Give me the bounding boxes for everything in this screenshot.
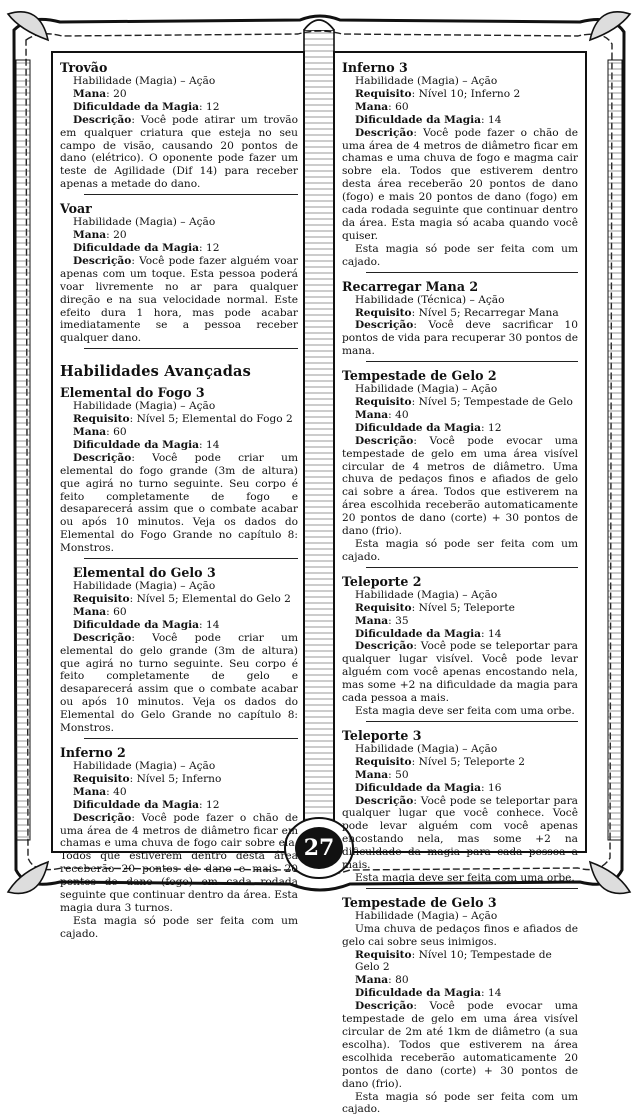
- spell-type: Habilidade (Magia) – Ação: [355, 75, 498, 87]
- divider: [84, 348, 298, 349]
- spell-elemental-gelo: [60, 565, 298, 735]
- spell-mana: Mana: 20: [73, 87, 127, 100]
- spell-description: Descrição: Você pode fazer o chão de uma área de 4 metros de diâmetro ficar em chamas e uma chuva de fogo e magma cair sobre ela. Todos que estiverem dentro desta área receberão 20 pontos de dano (fogo) e mais 20 pontos de dano (fogo) em cada rodada seguinte que continuar dentro da área. Esta magia só acaba quando você quiser.: [342, 126, 578, 242]
- spell-mana: Mana: 50: [355, 768, 409, 781]
- spell-mana: Mana: 20: [73, 229, 127, 242]
- spell-description: Descrição: Você pode criar um elemental do gelo grande (3m de altura) que agirá no turno seguinte. Seu corpo é feito completamente de gelo e desaparecerá assim que o combate acabar ou após 10 minutos. Veja os dados do Elemental do Gelo Grande no capítulo 8: Monstros.: [60, 631, 298, 735]
- spell-difficulty: Dificuldade da Magia: 14: [355, 113, 502, 126]
- spell-mana: Mana: 80: [355, 974, 409, 987]
- spell-requirement: Requisito: Nível 5; Inferno: [73, 772, 222, 785]
- spell-title: Elemental do Gelo 3: [73, 565, 216, 581]
- spell-description: Descrição: Você pode evocar uma tempestade de gelo em uma área visível circular de 2m até 1km de diâmetro (a sua escolha). Todos que estiverem na área escolhida receberão automaticamente 20 pontos de dano (corte) + 30 pontos de dano (frio).: [342, 1000, 578, 1090]
- spell-tempestade-gelo-3: [342, 895, 578, 1116]
- spell-difficulty: Dificuldade da Magia: 14: [73, 618, 220, 631]
- spell-difficulty: Dificuldade da Magia: 14: [355, 627, 502, 640]
- spell-difficulty: Dificuldade da Magia: 12: [73, 100, 220, 113]
- divider: [84, 558, 298, 559]
- spell-type: Habilidade (Magia) – Ação: [73, 75, 216, 87]
- divider: [366, 567, 578, 568]
- spell-description: Descrição: Você pode fazer o chão de uma área de 4 metros de diâmetro ficar em chamas e uma chuva de fogo cair sobre ela. Todos que estiverem dentro desta área receberão 20 pontos de dano e mais 20 pontos de dano (fogo) em cada rodada seguinte que continuar dentro da área. Esta magia dura 3 turnos.: [60, 811, 298, 914]
- spell-requirement: Requisito: Nível 5; Teleporte: [355, 601, 515, 614]
- divider: [84, 194, 298, 195]
- spell-mana: Mana: 60: [355, 100, 409, 113]
- spell-type: Habilidade (Magia) – Ação: [73, 216, 216, 229]
- spell-teleporte-3: [342, 728, 578, 885]
- spell-title: Teleporte 3: [342, 727, 422, 743]
- spell-note: Esta magia só pode ser feita com um cajado.: [342, 242, 578, 268]
- spell-inferno-3: [342, 60, 578, 269]
- spell-requirement: Requisito: Nível 5; Elemental do Gelo 2: [73, 593, 291, 605]
- spell-requirement: Requisito: Nível 5; Recarregar Mana: [355, 306, 559, 319]
- spell-note: Esta magia só pode ser feita com um cajado.: [342, 1090, 578, 1116]
- divider: [84, 738, 298, 739]
- spell-requirement: Requisito: Nível 5; Elemental do Fogo 2: [73, 413, 293, 426]
- spell-requirement: Requisito: Nível 5; Teleporte 2: [355, 755, 525, 768]
- spell-title: Elemental do Fogo 3: [60, 385, 205, 401]
- spell-difficulty: Dificuldade da Magia: 14: [355, 987, 502, 1000]
- spell-description: Descrição: Você pode evocar uma tempestade de gelo em uma área visível circular de 4 metros de diâmetro. Uma chuva de pedaços finos e afiados de gelo cai sobre a área. Todos que estiverem na área escolhida receberão automaticamente 20 pontos de dano (corte) + 30 pontos de dano (frio).: [342, 434, 578, 538]
- divider: [366, 888, 578, 889]
- spell-mana: Mana: 60: [73, 605, 127, 618]
- spell-title: Voar: [60, 201, 92, 217]
- spell-requirement: Requisito: Nível 10; Tempestade de Gelo 2: [355, 948, 552, 974]
- spell-description: Descrição: Você pode se teleportar para qualquer lugar visível. Você pode levar alguém com você apenas encostando nela, mas some +2 na dificuldade da magia para cada pessoa a mais.: [342, 640, 578, 705]
- spell-title: Tempestade de Gelo 3: [342, 894, 497, 910]
- spell-type: Habilidade (Magia) – Ação: [73, 580, 216, 593]
- divider: [366, 272, 578, 273]
- spell-type: Habilidade (Técnica) – Ação: [355, 293, 505, 306]
- spell-title: Recarregar Mana 2: [342, 278, 479, 294]
- spell-title: Inferno 3: [342, 60, 408, 75]
- spell-title: Trovão: [60, 60, 108, 75]
- spell-description: Descrição: Você pode fazer alguém voar apenas com um toque. Esta pessoa poderá voar livremente no ar para qualquer direção e na sua velocidade normal. Este efeito dura 1 hora, mas pode acabar imediatamente se a pessoa receber qualquer dano.: [60, 254, 298, 345]
- spell-intro: Uma chuva de pedaços finos e afiados de gelo cai sobre seus inimigos.: [342, 922, 578, 948]
- spell-trovao: [60, 60, 298, 191]
- divider: [366, 721, 578, 722]
- right-column: [342, 60, 578, 1116]
- spell-mana: Mana: 35: [355, 614, 409, 627]
- spell-difficulty: Dificuldade da Magia: 12: [355, 421, 502, 434]
- spell-requirement: Requisito: Nível 10; Inferno 2: [355, 87, 521, 100]
- spell-type: Habilidade (Magia) – Ação: [355, 588, 498, 601]
- spell-difficulty: Dificuldade da Magia: 16: [355, 781, 502, 794]
- spell-teleporte-2: [342, 574, 578, 718]
- spell-note: Esta magia deve ser feita com uma orbe.: [355, 704, 575, 717]
- spell-tempestade-gelo-2: [342, 368, 578, 564]
- spell-type: Habilidade (Magia) – Ação: [355, 909, 498, 922]
- spell-difficulty: Dificuldade da Magia: 12: [73, 241, 220, 254]
- spell-recarregar-mana-2: [342, 279, 578, 359]
- spell-type: Habilidade (Magia) – Ação: [355, 383, 498, 396]
- spell-note: Esta magia só pode ser feita com um cajado.: [60, 914, 298, 940]
- page-number: 27: [303, 835, 335, 861]
- chapter-heading: Habilidades Avançadas: [60, 363, 252, 381]
- spell-difficulty: Dificuldade da Magia: 14: [73, 438, 220, 451]
- spell-type: Habilidade (Magia) – Ação: [355, 742, 498, 755]
- left-column: [60, 60, 298, 941]
- spell-title: Inferno 2: [60, 744, 126, 760]
- spell-voar: [60, 201, 298, 345]
- spell-description: Descrição: Você pode atirar um trovão em qualquer criatura que esteja no seu campo de visão, causando 20 pontos de dano (elétrico). O oponente pode fazer um teste de Agilidade (Dif 14) para receber apenas a metade do dano.: [60, 113, 298, 191]
- divider: [366, 361, 578, 362]
- spell-note: Esta magia só pode ser feita com um cajado.: [342, 538, 578, 563]
- spell-elemental-fogo: [60, 385, 298, 555]
- spell-inferno-2: [60, 745, 298, 941]
- spell-mana: Mana: 40: [355, 408, 409, 421]
- spell-description: Descrição: Você deve sacrificar 10 pontos de vida para recuperar 30 pontos de mana.: [342, 319, 578, 358]
- spell-title: Teleporte 2: [342, 573, 422, 589]
- spell-description: Descrição: Você pode se teleportar para qualquer lugar que você conhece. Você pode levar alguém com você apenas encostando nela, mas some +2 na dificuldade da magia para cada pessoa a mais.: [342, 794, 578, 872]
- spell-requirement: Requisito: Nível 5; Tempestade de Gelo: [355, 396, 573, 409]
- spell-type: Habilidade (Magia) – Ação: [73, 400, 216, 413]
- spell-mana: Mana: 40: [73, 785, 127, 798]
- spell-mana: Mana: 60: [73, 426, 127, 439]
- spell-title: Tempestade de Gelo 2: [342, 368, 497, 384]
- spell-note: Esta magia deve ser feita com uma orbe.: [355, 871, 575, 884]
- spell-type: Habilidade (Magia) – Ação: [73, 759, 216, 772]
- spell-difficulty: Dificuldade da Magia: 12: [73, 798, 220, 811]
- spell-description: Descrição: Você pode criar um elemental do fogo grande (3m de altura) que agirá no turno seguinte. Seu corpo é feito completamente de fogo e desaparecerá assim que o combate acabar ou após 10 minutos. Veja os dados do Elemental do Fogo Grande no capítulo 8: Monstros.: [60, 451, 298, 555]
